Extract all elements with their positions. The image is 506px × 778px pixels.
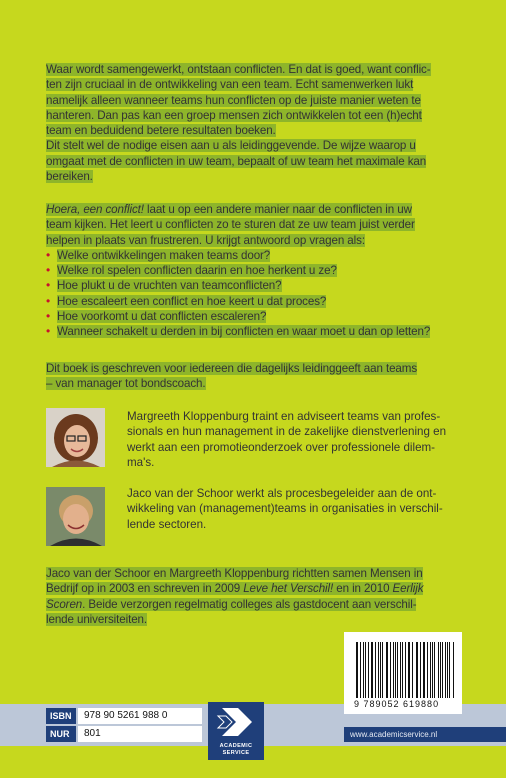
barcode-bar [447, 642, 448, 698]
author-photo-jaco [46, 487, 105, 546]
barcode-bar [360, 642, 361, 698]
barcode-bars [356, 642, 454, 698]
intro-line: Waar wordt samengewerkt, ontstaan conflicten. En dat is goed, want conflic- [46, 63, 431, 76]
nur-label: NUR [46, 726, 76, 742]
book-title: Hoera, een conflict! [46, 203, 144, 216]
barcode-bar [390, 642, 391, 698]
list-item: • Hoe voorkomt u dat conflicten escaleren? [46, 309, 462, 324]
publisher-logo [208, 702, 264, 760]
barcode-bar [382, 642, 383, 698]
author-bio-jaco: Jaco van der Schoor werkt als procesbegeleider aan de ont- wikkeling van (management)teams in organisaties in verschil- lende sectoren. [127, 487, 443, 531]
barcode-bar [372, 642, 373, 698]
barcode-bar [375, 642, 376, 698]
questions-list [46, 248, 462, 340]
nur-value: 801 [78, 726, 202, 742]
list-item: • Welke rol spelen conflicten daarin en hoe herkent u ze? [46, 263, 462, 278]
publisher-url[interactable]: www.academicservice.nl [344, 727, 506, 742]
intro-line: bereiken. [46, 170, 93, 184]
isbn-label: ISBN [46, 708, 76, 724]
barcode-bar [424, 642, 425, 698]
intro-line: team en beduidend betere resultaten boeken. [46, 124, 276, 138]
intro-line: Dit stelt wel de nodige eisen aan u als leidinggevende. De wijze waarop u [46, 139, 416, 153]
barcode-bar [409, 642, 410, 698]
barcode-bar [365, 642, 366, 698]
barcode-digits: 9 789052 619880 [354, 699, 440, 709]
intro-line: omgaat met de conflicten in uw team, bepaalt of uw team het maximale kan [46, 154, 427, 168]
chevron-logo-icon [208, 702, 264, 742]
publisher-name-line2: SERVICE [222, 750, 250, 756]
author-photo-margreeth [46, 408, 105, 467]
intro-paragraph [46, 62, 462, 184]
list-item: • Hoe escaleert een conflict en hoe keert u dat proces? [46, 294, 462, 309]
intro-line: ten zijn cruciaal in de ontwikkeling van een team. Echt samenwerken lukt [46, 78, 414, 92]
intro-line: namelijk alleen wanneer teams hun conflicten op de juiste manier weten te [46, 93, 421, 107]
audience-paragraph: Dit boek is geschreven voor iedereen die dagelijks leidinggeeft aan teams – van manager tot bondscoach. [46, 362, 418, 391]
barcode-bar [397, 642, 398, 698]
list-item: • Welke ontwikkelingen maken teams door? [46, 248, 462, 263]
barcode-bar [400, 642, 401, 698]
closing-paragraph: Jaco van der Schoor en Margreeth Kloppenburg richtten samen Mensen in Bedrijf op in 2003 en schreven in 2009 Leve het Verschil! en in 2010 Eerlijk Scoren. Beide verzorgen regelmatig colleges als gastdocent aan verschil- lende universiteiten. [46, 567, 424, 626]
barcode-bar [438, 642, 439, 698]
intro-line: hanteren. Dan pas kan een groep mensen zich ontwikkelen tot een (h)echt [46, 108, 422, 122]
description-paragraph: Hoera, een conflict! laat u op een andere manier naar de conflicten in uw team kijken. Het leert u conflicten zo te sturen dat ze uw team juist verder helpen in plaats van frustreren. U krijgt antwoord op vragen als: • Welke ontwikkelingen maken teams door? • Welke rol spelen conflicten daarin en hoe herkent u ze? • Hoe plukt u de vruchten van teamconflicten? • Hoe escaleert een conflict en hoe keert u dat proces? • Hoe voorkomt u dat conflicten escaleren? • Wanneer schakelt u derden in bij conflicten en waar moet u dan op letten? [46, 202, 462, 340]
publisher-name-line1: ACADEMIC [219, 743, 253, 749]
list-item: • Wanneer schakelt u derden in bij conflicten en waar moet u dan op letten? [46, 324, 462, 339]
barcode-bar [432, 642, 433, 698]
barcode [344, 632, 462, 714]
isbn-value: 978 90 5261 988 0 [78, 708, 202, 724]
author-bio-margreeth: Margreeth Kloppenburg traint en adviseert teams van profes- sionals en hun management in de zakelijke dienstverlening en werkt aan een promotieonderzoek over professionele dilem- ma's. [127, 410, 447, 469]
barcode-bar [445, 642, 446, 698]
barcode-bar [417, 642, 418, 698]
barcode-bar [412, 642, 413, 698]
list-item: • Hoe plukt u de vruchten van teamconflicten? [46, 278, 462, 293]
